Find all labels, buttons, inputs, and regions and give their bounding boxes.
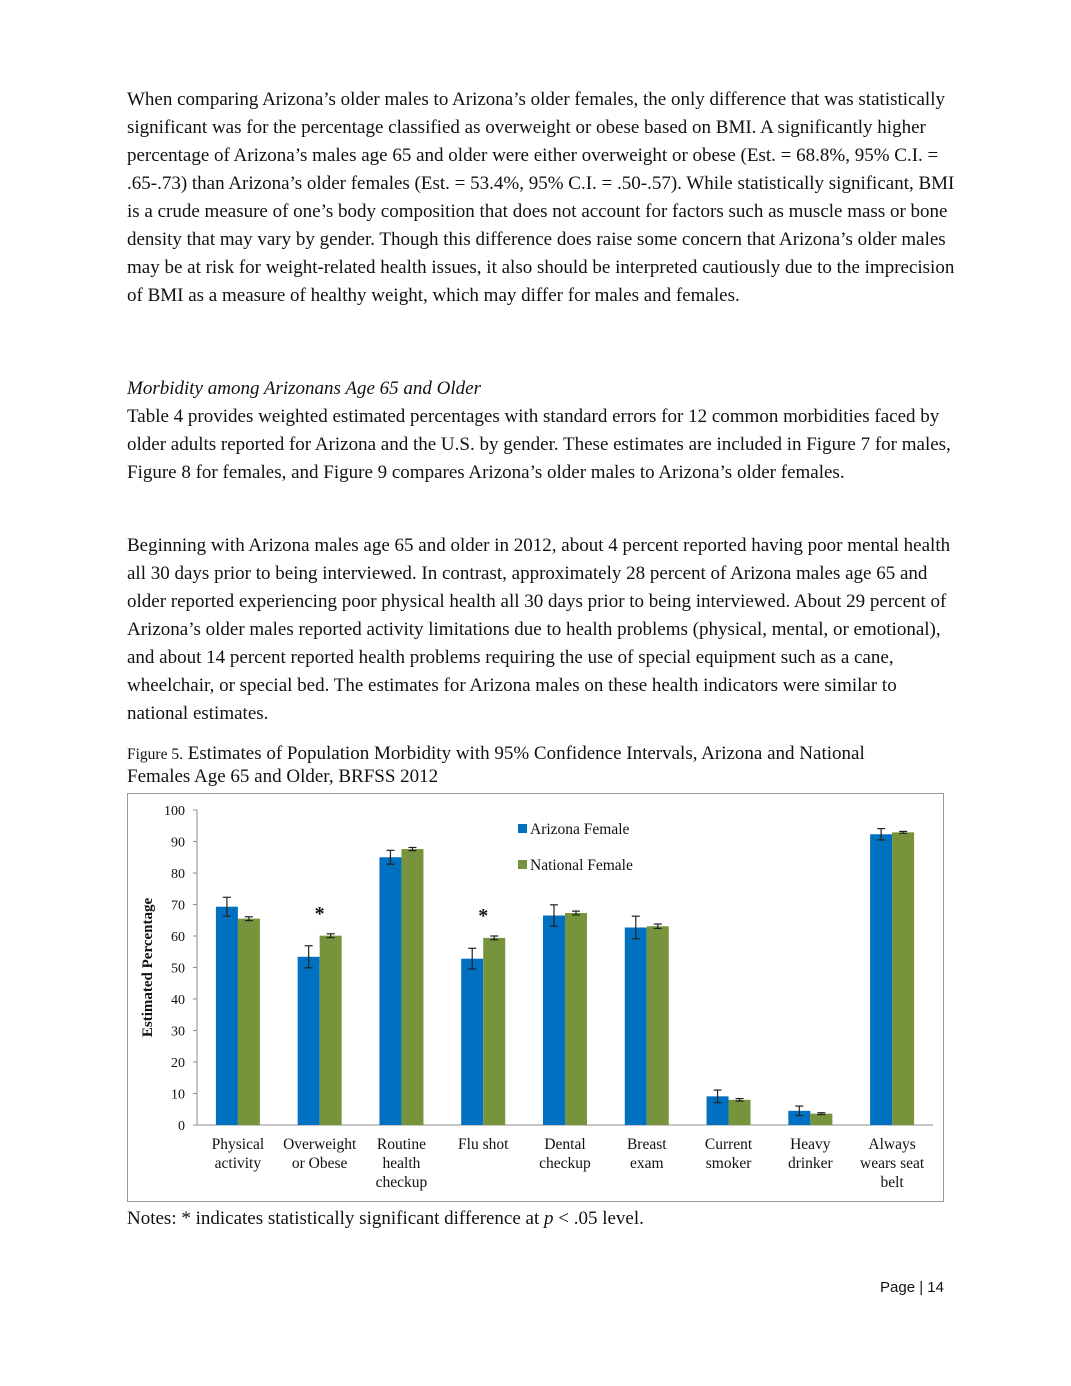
y-tick-label: 60 (171, 930, 185, 945)
notes-p-symbol: p (544, 1208, 554, 1229)
legend-swatch (518, 860, 527, 869)
bar-national (401, 849, 423, 1125)
x-category-label: exam (629, 1155, 664, 1172)
bar-arizona (216, 907, 238, 1125)
x-category-label: Heavy (790, 1136, 831, 1153)
bar-national (647, 926, 669, 1125)
bar-national (483, 938, 505, 1125)
body-paragraph-1: When comparing Arizona’s older males to Arizona’s older females, the only difference that was statistically significant was for the percentage classified as overweight or obese based on BMI. A significantly higher percentage of Arizona’s males age 65 and older were either overweight or obese (Est. = 68.8%, 95% C.I. = .65-.73) than Arizona’s older females (Est. = 53.4%, 95% C.I. = .50-.57). While statistically significant, BMI is a crude measure of one’s body composition that does not account for factors such as muscle mass or bone density that may vary by gender. Though this difference does raise some concern that Arizona’s older males may be at risk for weight-related health issues, it also should be interpreted cautiously due to the imprecision of BMI as a measure of healthy weight, which may differ for males and females. (127, 89, 955, 306)
x-category-label: checkup (539, 1155, 591, 1172)
legend-label: Arizona Female (530, 821, 630, 838)
significance-marker: * (314, 902, 325, 925)
y-tick-label: 20 (171, 1056, 185, 1071)
legend-swatch (518, 824, 527, 833)
bar-arizona (379, 857, 401, 1125)
bar-national (565, 913, 587, 1125)
section-title: Morbidity among Arizonans Age 65 and Older (127, 378, 481, 399)
y-tick-label: 40 (171, 993, 185, 1008)
body-paragraph-3: Beginning with Arizona males age 65 and older in 2012, about 4 percent reported having poor mental health all 30 days prior to being interviewed. In contrast, approximately 28 percent of Arizona males age 65 and older reported experiencing poor physical health all 30 days prior to being interviewed. About 29 percent of Arizona’s older males reported activity limitations due to health problems (physical, mental, or emotional), and about 14 percent reported health problems requiring the use of special equipment such as a cane, wheelchair, or special bed. The estimates for Arizona males on these health indicators were similar to national estimates. (127, 535, 951, 724)
figure-label: Figure 5. (127, 746, 183, 763)
page-number: Page | 14 (880, 1279, 944, 1296)
notes-prefix: Notes: * indicates statistically significant difference at (127, 1208, 544, 1229)
bar-arizona (543, 916, 565, 1125)
y-tick-label: 10 (171, 1087, 185, 1103)
x-category-label: health (382, 1155, 421, 1172)
figure-caption-text: Estimates of Population Morbidity with 95% Confidence Intervals, Arizona and National Females Age 65 and Older, BRFSS 2012 (127, 743, 865, 787)
figure-notes (127, 1205, 644, 1233)
x-category-label: Flu shot (458, 1136, 509, 1153)
x-category-label: Routine (376, 1136, 426, 1153)
bar-arizona (625, 927, 647, 1125)
bar-national (238, 919, 260, 1125)
x-category-label: Overweight (283, 1136, 357, 1153)
x-category-label: wears seat (860, 1155, 925, 1172)
notes-suffix: < .05 level. (553, 1208, 644, 1229)
bar-national (320, 936, 342, 1125)
bar-national (892, 832, 914, 1125)
y-tick-label: 90 (171, 835, 185, 851)
x-category-label: Current (704, 1136, 753, 1153)
y-tick-label: 30 (171, 1024, 185, 1040)
y-tick-label: 0 (178, 1119, 185, 1134)
x-category-label: Breast (626, 1136, 667, 1153)
legend-label: National Female (530, 857, 633, 874)
x-category-label: belt (880, 1174, 904, 1191)
y-axis-title: Estimated Percentage (140, 897, 156, 1038)
y-tick-label: 100 (164, 804, 185, 819)
y-tick-label: 80 (171, 867, 185, 882)
bar-chart (127, 793, 944, 1202)
x-category-label: Always (868, 1136, 916, 1153)
y-tick-label: 50 (171, 961, 185, 977)
x-category-label: Dental (544, 1136, 586, 1153)
significance-marker: * (478, 905, 489, 927)
x-category-label: smoker (705, 1155, 752, 1172)
y-tick-label: 70 (171, 898, 185, 914)
bar-arizona (298, 957, 320, 1125)
x-category-label: checkup (375, 1174, 428, 1191)
bar-national (810, 1114, 832, 1125)
x-category-label: activity (214, 1155, 262, 1172)
bar-chart-svg (128, 794, 943, 1201)
figure-caption (127, 743, 927, 788)
bar-arizona (461, 959, 483, 1125)
bar-national (729, 1100, 751, 1125)
body-paragraph-2: Table 4 provides weighted estimated percentages with standard errors for 12 common morbidities faced by older adults reported for Arizona and the U.S. by gender. These estimates are included in Figure 7 for males, Figure 8 for females, and Figure 9 compares Arizona’s older males to Arizona’s older females. (127, 406, 951, 483)
x-category-label: or Obese (291, 1155, 348, 1172)
x-category-label: Physical (211, 1136, 265, 1153)
x-category-label: drinker (787, 1155, 833, 1172)
bar-arizona (870, 834, 892, 1125)
